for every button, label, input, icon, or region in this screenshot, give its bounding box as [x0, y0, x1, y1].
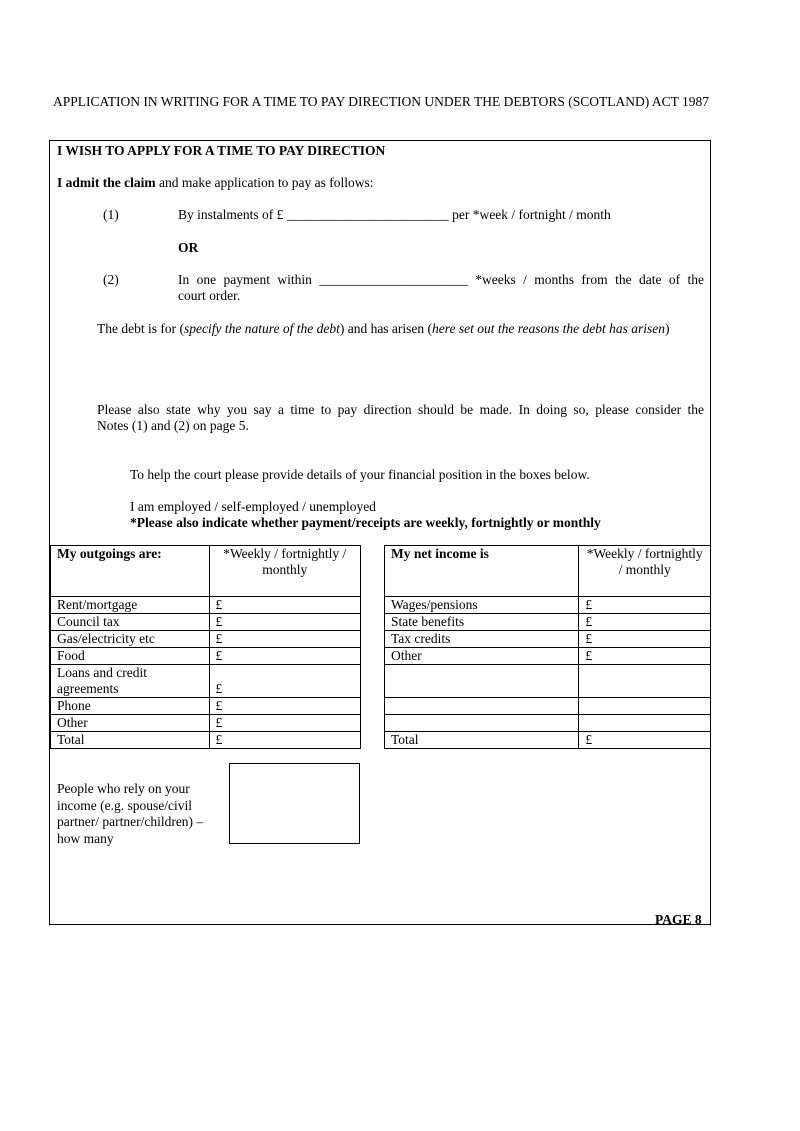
table-row	[385, 698, 711, 715]
table-row	[385, 665, 711, 698]
page-number: PAGE 8	[655, 912, 702, 927]
income-table	[384, 545, 711, 749]
income-header-frequency: *Weekly / fortnightly / monthly	[579, 546, 711, 597]
outgoing-label: Total	[51, 732, 210, 749]
income-label[interactable]	[385, 665, 579, 698]
admit-claim-bold: I admit the claim	[57, 175, 156, 190]
income-amount[interactable]: £	[579, 631, 711, 648]
admit-claim-rest: and make application to pay as follows:	[155, 175, 374, 190]
outgoing-amount[interactable]: £	[209, 614, 360, 631]
option2-number: (2)	[103, 272, 119, 287]
table-row	[51, 631, 361, 648]
table-row	[51, 732, 361, 749]
outgoing-amount[interactable]: £	[209, 631, 360, 648]
also-state-line2: Notes (1) and (2) on page 5.	[97, 418, 249, 433]
table-row	[385, 732, 711, 749]
income-label[interactable]	[385, 715, 579, 732]
option1-number: (1)	[103, 207, 119, 222]
employment-status[interactable]: I am employed / self-employed / unemployed	[130, 499, 376, 514]
outgoing-amount[interactable]: £	[209, 648, 360, 665]
outgoings-header-frequency: *Weekly / fortnightly / monthly	[209, 546, 360, 597]
outgoings-header-label: My outgoings are:	[51, 546, 210, 597]
outgoing-label: Phone	[51, 698, 210, 715]
or-label: OR	[178, 240, 199, 255]
income-label: Total	[385, 732, 579, 749]
outgoing-amount[interactable]: £	[209, 715, 360, 732]
income-label[interactable]	[385, 698, 579, 715]
table-row	[385, 614, 711, 631]
option2-line2: court order.	[178, 288, 241, 303]
income-amount[interactable]: £	[579, 732, 711, 749]
table-row	[385, 631, 711, 648]
option1-before: By instalments of £	[178, 207, 284, 222]
table-row	[385, 597, 711, 614]
outgoing-label: Council tax	[51, 614, 210, 631]
income-amount[interactable]: £	[579, 597, 711, 614]
debt-text-part1: The debt is for (	[97, 321, 184, 336]
table-row	[51, 698, 361, 715]
option1-after: per *week / fortnight / month	[452, 207, 611, 222]
frequency-note: *Please also indicate whether payment/receipts are weekly, fortnightly or monthly	[130, 515, 601, 530]
outgoing-label: Loans and credit agreements	[51, 665, 210, 698]
outgoing-label: Food	[51, 648, 210, 665]
debt-text-italic2: here set out the reasons the debt has arisen	[432, 321, 666, 336]
option1-text	[178, 207, 611, 223]
outgoing-label: Other	[51, 715, 210, 732]
income-label: Wages/pensions	[385, 597, 579, 614]
table-row	[385, 715, 711, 732]
income-label: Other	[385, 648, 579, 665]
table-row	[51, 715, 361, 732]
section-heading: I WISH TO APPLY FOR A TIME TO PAY DIRECTION	[57, 143, 386, 158]
income-amount[interactable]	[579, 715, 711, 732]
table-row	[51, 665, 361, 698]
outgoings-table	[50, 545, 361, 749]
income-amount[interactable]	[579, 698, 711, 715]
table-row	[51, 648, 361, 665]
debt-nature-text	[97, 321, 670, 337]
outgoing-amount[interactable]: £	[209, 698, 360, 715]
income-amount[interactable]	[579, 665, 711, 698]
admit-claim-text	[57, 175, 373, 191]
also-state-line1: Please also state why you say a time to pay direction should be made. In doing so, please consider the	[97, 402, 704, 417]
income-label: State benefits	[385, 614, 579, 631]
instalment-amount-blank[interactable]: ________________________	[286, 207, 449, 222]
debt-text-part5: )	[665, 321, 670, 336]
outgoing-amount[interactable]: £	[209, 597, 360, 614]
income-header-row	[385, 546, 711, 597]
debt-text-part3: ) and has arisen (	[339, 321, 433, 336]
income-label: Tax credits	[385, 631, 579, 648]
income-amount[interactable]: £	[579, 614, 711, 631]
option2-line1[interactable]: In one payment within ______________________ *weeks / months from the date of the	[178, 272, 704, 287]
table-row	[385, 648, 711, 665]
form-title: APPLICATION IN WRITING FOR A TIME TO PAY DIRECTION UNDER THE DEBTORS (SCOTLAND) ACT 1987	[52, 94, 710, 109]
people-count-box[interactable]	[229, 763, 360, 844]
income-header-label: My net income is	[385, 546, 579, 597]
outgoing-label: Gas/electricity etc	[51, 631, 210, 648]
outgoings-header-row	[51, 546, 361, 597]
table-row	[51, 597, 361, 614]
financial-help-text: To help the court please provide details of your financial position in the boxes below.	[130, 467, 590, 482]
income-amount[interactable]: £	[579, 648, 711, 665]
debt-text-italic1: specify the nature of the debt	[183, 321, 340, 336]
outgoing-label: Rent/mortgage	[51, 597, 210, 614]
table-row	[51, 614, 361, 631]
people-label: People who rely on your income (e.g. spouse/civil partner/ partner/children) – how many	[57, 781, 204, 846]
outgoing-amount[interactable]: £	[209, 665, 360, 698]
outgoing-amount[interactable]: £	[209, 732, 360, 749]
